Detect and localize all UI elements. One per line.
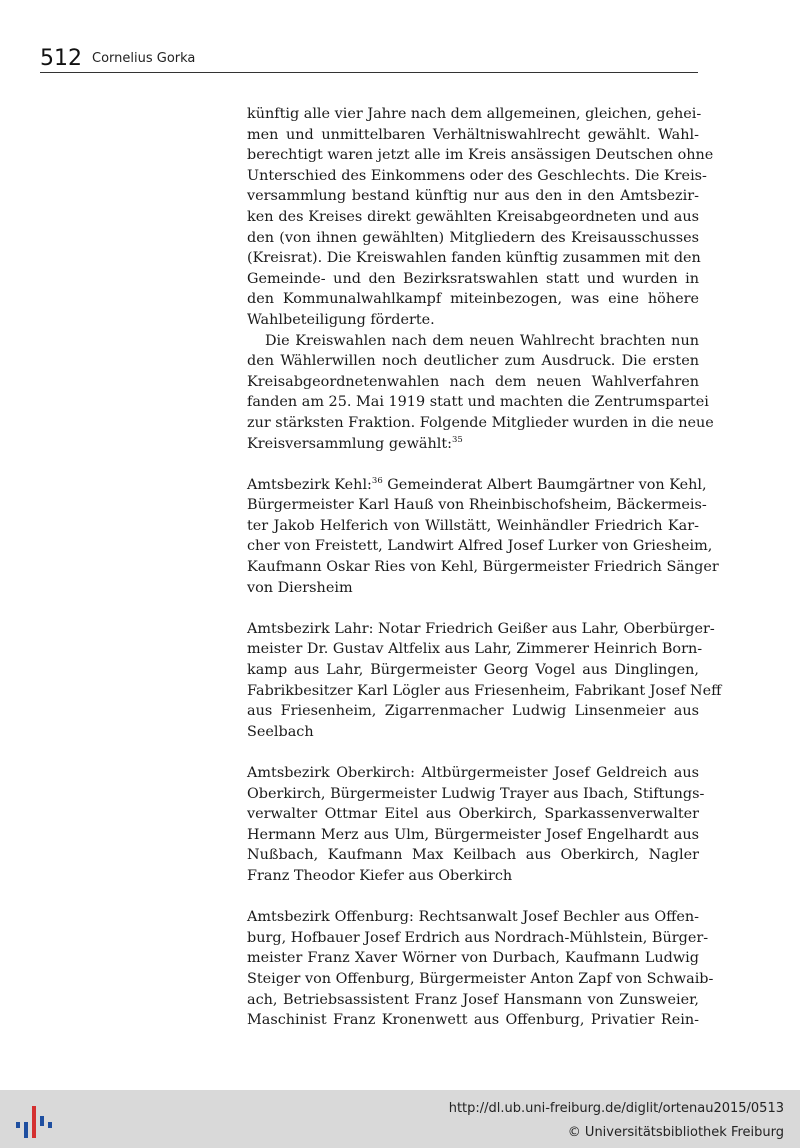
text-line: Seelbach	[247, 723, 314, 740]
text-line: Nußbach, Kaufmann Max Keilbach aus Oberkirch, Nagler	[247, 847, 699, 864]
text-fragment: Gemeinderat Albert Baumgärtner von Kehl,	[382, 476, 707, 493]
text-line: den Kommunalwahlkampf miteinbezogen, was eine höhere	[247, 291, 699, 308]
text-line: Wahlbeteiligung förderte.	[247, 311, 435, 328]
paragraph-1	[247, 104, 714, 331]
text-line: ken des Kreises direkt gewählten Kreisabgeordneten und aus	[247, 208, 699, 225]
footnote-marker-35: 35	[451, 434, 463, 445]
text-line: Amtsbezirk Lahr: Notar Friedrich Geißer aus Lahr, Oberbürger-	[247, 620, 715, 637]
ub-freiburg-logo-icon	[14, 1102, 54, 1142]
text-line	[247, 475, 707, 496]
text-line: Amtsbezirk Offenburg: Rechtsanwalt Josef Bechler aus Offen-	[247, 909, 699, 926]
text-line: von Diersheim	[247, 579, 353, 596]
text-line: ach, Betriebsassistent Franz Josef Hansmann von Zunsweier,	[247, 991, 699, 1008]
text-line: künftig alle vier Jahre nach dem allgemeinen, gleichen, gehei-	[247, 106, 702, 122]
text-fragment: Kreisversammlung gewählt:	[247, 435, 452, 452]
text-line: den (von ihnen gewählten) Mitgliedern des Kreisausschusses	[247, 229, 699, 246]
listing-amtsbezirk-lahr	[247, 619, 722, 743]
text-line: fanden am 25. Mai 1919 statt und machten die Zentrumspartei	[247, 394, 709, 411]
text-line: (Kreisrat). Die Kreiswahlen fanden künftig zusammen mit den	[247, 250, 701, 267]
text-line: men und unmittelbaren Verhältniswahlrecht gewählt. Wahl-	[247, 126, 699, 143]
text-line: aus Friesenheim, Zigarrenmacher Ludwig Linsenmeier aus	[247, 703, 699, 720]
text-line: meister Franz Xaver Wörner von Durbach, Kaufmann Ludwig	[247, 950, 699, 967]
listing-amtsbezirk-offenburg	[247, 907, 714, 1031]
running-head-author: Cornelius Gorka	[92, 51, 196, 66]
footnote-marker-36: 36	[371, 475, 383, 486]
text-line: berechtigt waren jetzt alle im Kreis ansässigen Deutschen ohne	[247, 147, 714, 164]
text-line: verwalter Ottmar Eitel aus Oberkirch, Sparkassenverwalter	[247, 806, 699, 823]
copyright-notice: © Universitätsbibliothek Freiburg	[567, 1125, 784, 1140]
text-line: kamp aus Lahr, Bürgermeister Georg Vogel aus Dinglingen,	[247, 662, 699, 679]
text-line: Steiger von Offenburg, Bürgermeister Anton Zapf von Schwaib-	[247, 970, 714, 987]
text-line: Unterschied des Einkommens oder des Geschlechts. Die Kreis-	[247, 167, 707, 184]
permalink-url[interactable]: http://dl.ub.uni-freiburg.de/diglit/ortenau2015/0513	[448, 1101, 784, 1116]
text-line: Fabrikbesitzer Karl Lögler aus Friesenheim, Fabrikant Josef Neff	[247, 682, 722, 699]
text-line: burg, Hofbauer Josef Erdrich aus Nordrach-Mühlstein, Bürger-	[247, 929, 709, 946]
paragraph-2	[247, 331, 714, 455]
text-line: den Wählerwillen noch deutlicher zum Ausdruck. Die ersten	[247, 353, 699, 370]
page-number: 512	[40, 46, 82, 71]
listing-amtsbezirk-kehl	[247, 475, 719, 599]
text-line: zur stärksten Fraktion. Folgende Mitglieder wurden in die neue	[247, 414, 714, 431]
text-line: Kaufmann Oskar Ries von Kehl, Bürgermeister Friedrich Sänger	[247, 559, 719, 576]
text-line: ter Jakob Helferich von Willstätt, Weinhändler Friedrich Kar-	[247, 517, 699, 534]
text-line: Maschinist Franz Kronenwett aus Offenburg, Privatier Rein-	[247, 1012, 699, 1029]
listing-amtsbezirk-oberkirch	[247, 763, 705, 887]
text-line: cher von Freistett, Landwirt Alfred Josef Lurker von Griesheim,	[247, 538, 713, 555]
page-header	[40, 46, 698, 73]
text-fragment: Amtsbezirk Kehl:	[247, 476, 372, 493]
text-line: versammlung bestand künftig nur aus den in den Amtsbezir-	[247, 188, 699, 205]
text-line: Bürgermeister Karl Hauß von Rheinbischofsheim, Bäckermeis-	[247, 497, 707, 514]
text-line: Franz Theodor Kiefer aus Oberkirch	[247, 867, 513, 884]
text-body	[247, 104, 722, 1031]
text-line: Kreisabgeordnetenwahlen nach dem neuen Wahlverfahren	[247, 373, 699, 390]
text-line	[247, 434, 699, 455]
text-line: Die Kreiswahlen nach dem neuen Wahlrecht brachten nun	[265, 332, 699, 349]
text-line: Gemeinde- und den Bezirksratswahlen statt und wurden in	[247, 270, 699, 287]
text-line: Hermann Merz aus Ulm, Bürgermeister Josef Engelhardt aus	[247, 826, 699, 843]
text-line: Oberkirch, Bürgermeister Ludwig Trayer aus Ibach, Stiftungs-	[247, 785, 705, 802]
text-line: Amtsbezirk Oberkirch: Altbürgermeister Josef Geldreich aus	[247, 765, 699, 781]
viewer-footer-bar	[0, 1090, 800, 1148]
text-line: meister Dr. Gustav Altfelix aus Lahr, Zimmerer Heinrich Born-	[247, 641, 703, 658]
